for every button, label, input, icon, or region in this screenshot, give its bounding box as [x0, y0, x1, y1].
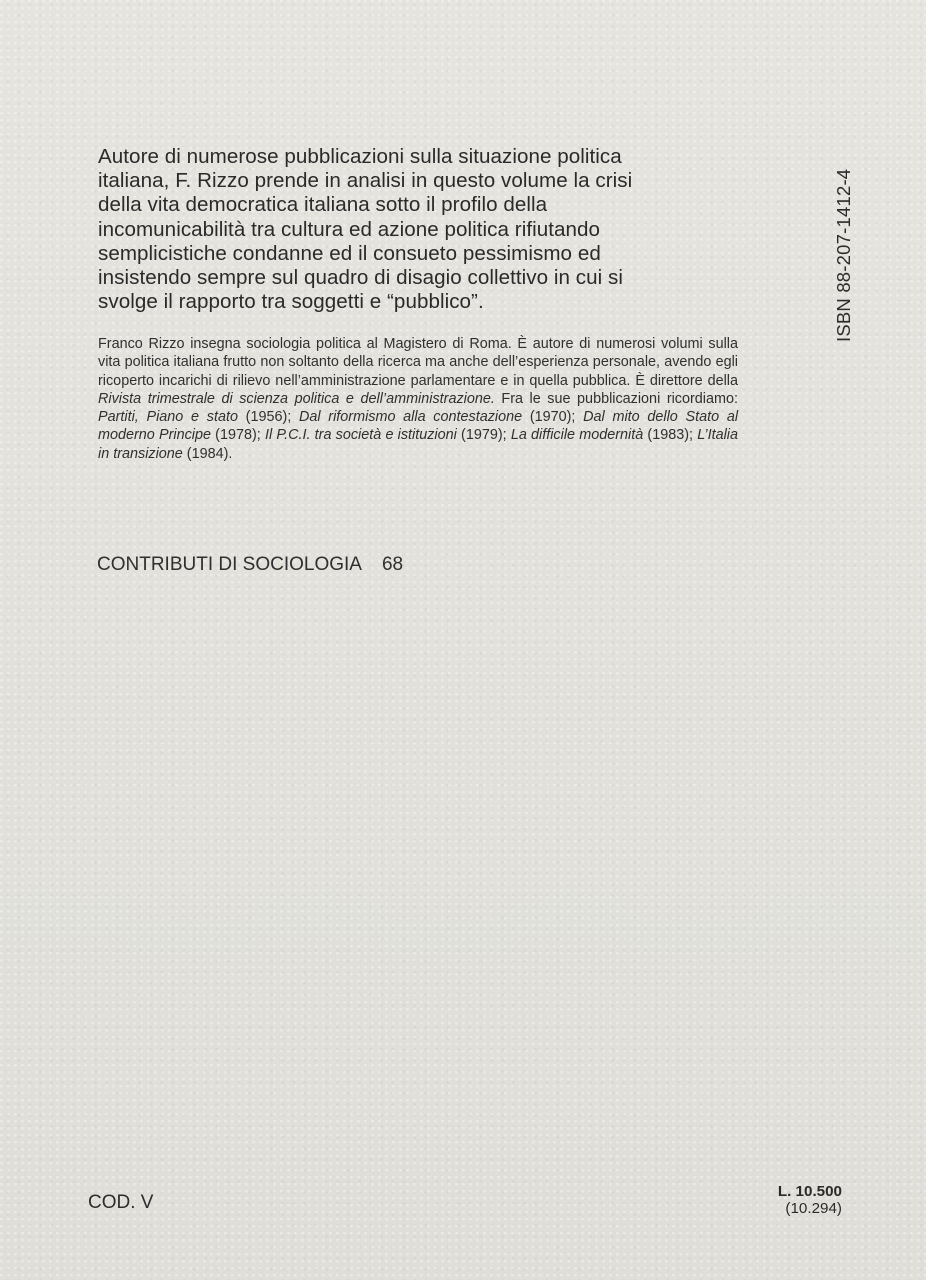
series-line: [97, 553, 403, 577]
bio-text: (1979);: [456, 427, 511, 444]
blurb-line: insistendo sempre sul quadro di disagio collettivo in cui si: [98, 266, 623, 290]
blurb-paragraph: [98, 145, 738, 314]
blurb-line: italiana, F. Rizzo prende in analisi in questo volume la crisi: [98, 169, 633, 193]
bio-text: Franco Rizzo insegna sociologia politica al Magistero di Roma. È autore di numerosi volumi sulla vita politica italiana frutto non soltanto della ricerca ma anche dell’esperienza personale, avendo egli ricoperto incarichi di rilievo nell’amministrazione parlamentare e in quella pubblica. È direttore della: [98, 336, 738, 389]
price-main: L. 10.500: [777, 1183, 842, 1200]
bio-title: Dal mito dello Stato al moderno Principe: [98, 409, 739, 444]
bio-text: (1978);: [210, 427, 265, 444]
bio-text: Fra le sue pubblicazioni ricordiamo:: [494, 390, 738, 407]
cod-label: COD. V: [88, 1192, 154, 1213]
bio-title: Il P.C.I. tra società e istituzioni: [264, 427, 457, 444]
bio-text: (1970);: [522, 409, 584, 426]
bio-text: (1983);: [643, 427, 698, 444]
series-name: CONTRIBUTI DI SOCIOLOGIA: [97, 554, 362, 575]
bio-text: (1984).: [182, 445, 233, 462]
blurb-line: della vita democratica italiana sotto il profilo della: [98, 193, 548, 217]
series-number: 68: [381, 554, 404, 575]
isbn-vertical: ISBN 88-207-1412-4: [833, 168, 854, 342]
bio-text: (1956);: [237, 409, 299, 426]
author-bio: [98, 335, 738, 463]
blurb-line: Autore di numerose pubblicazioni sulla situazione politica: [98, 145, 622, 168]
bio-title: Dal riformismo alla contestazione: [299, 409, 523, 426]
bio-title: L’Italia in transizione: [98, 427, 738, 462]
bio-title: La difficile modernità: [510, 427, 644, 444]
blurb-line: semplicistiche condanne ed il consueto pessimismo ed: [98, 241, 601, 265]
blurb-line: svolge il rapporto tra soggetti e “pubblico”.: [98, 290, 484, 314]
price-block: [740, 1183, 842, 1217]
price-sub: (10.294): [785, 1200, 842, 1217]
blurb-line: incomunicabilità tra cultura ed azione politica rifiutando: [98, 217, 601, 241]
bio-title: Rivista trimestrale di scienza politica e dell’amministrazione.: [98, 390, 495, 407]
bio-title: Partiti, Piano e stato: [98, 409, 238, 426]
